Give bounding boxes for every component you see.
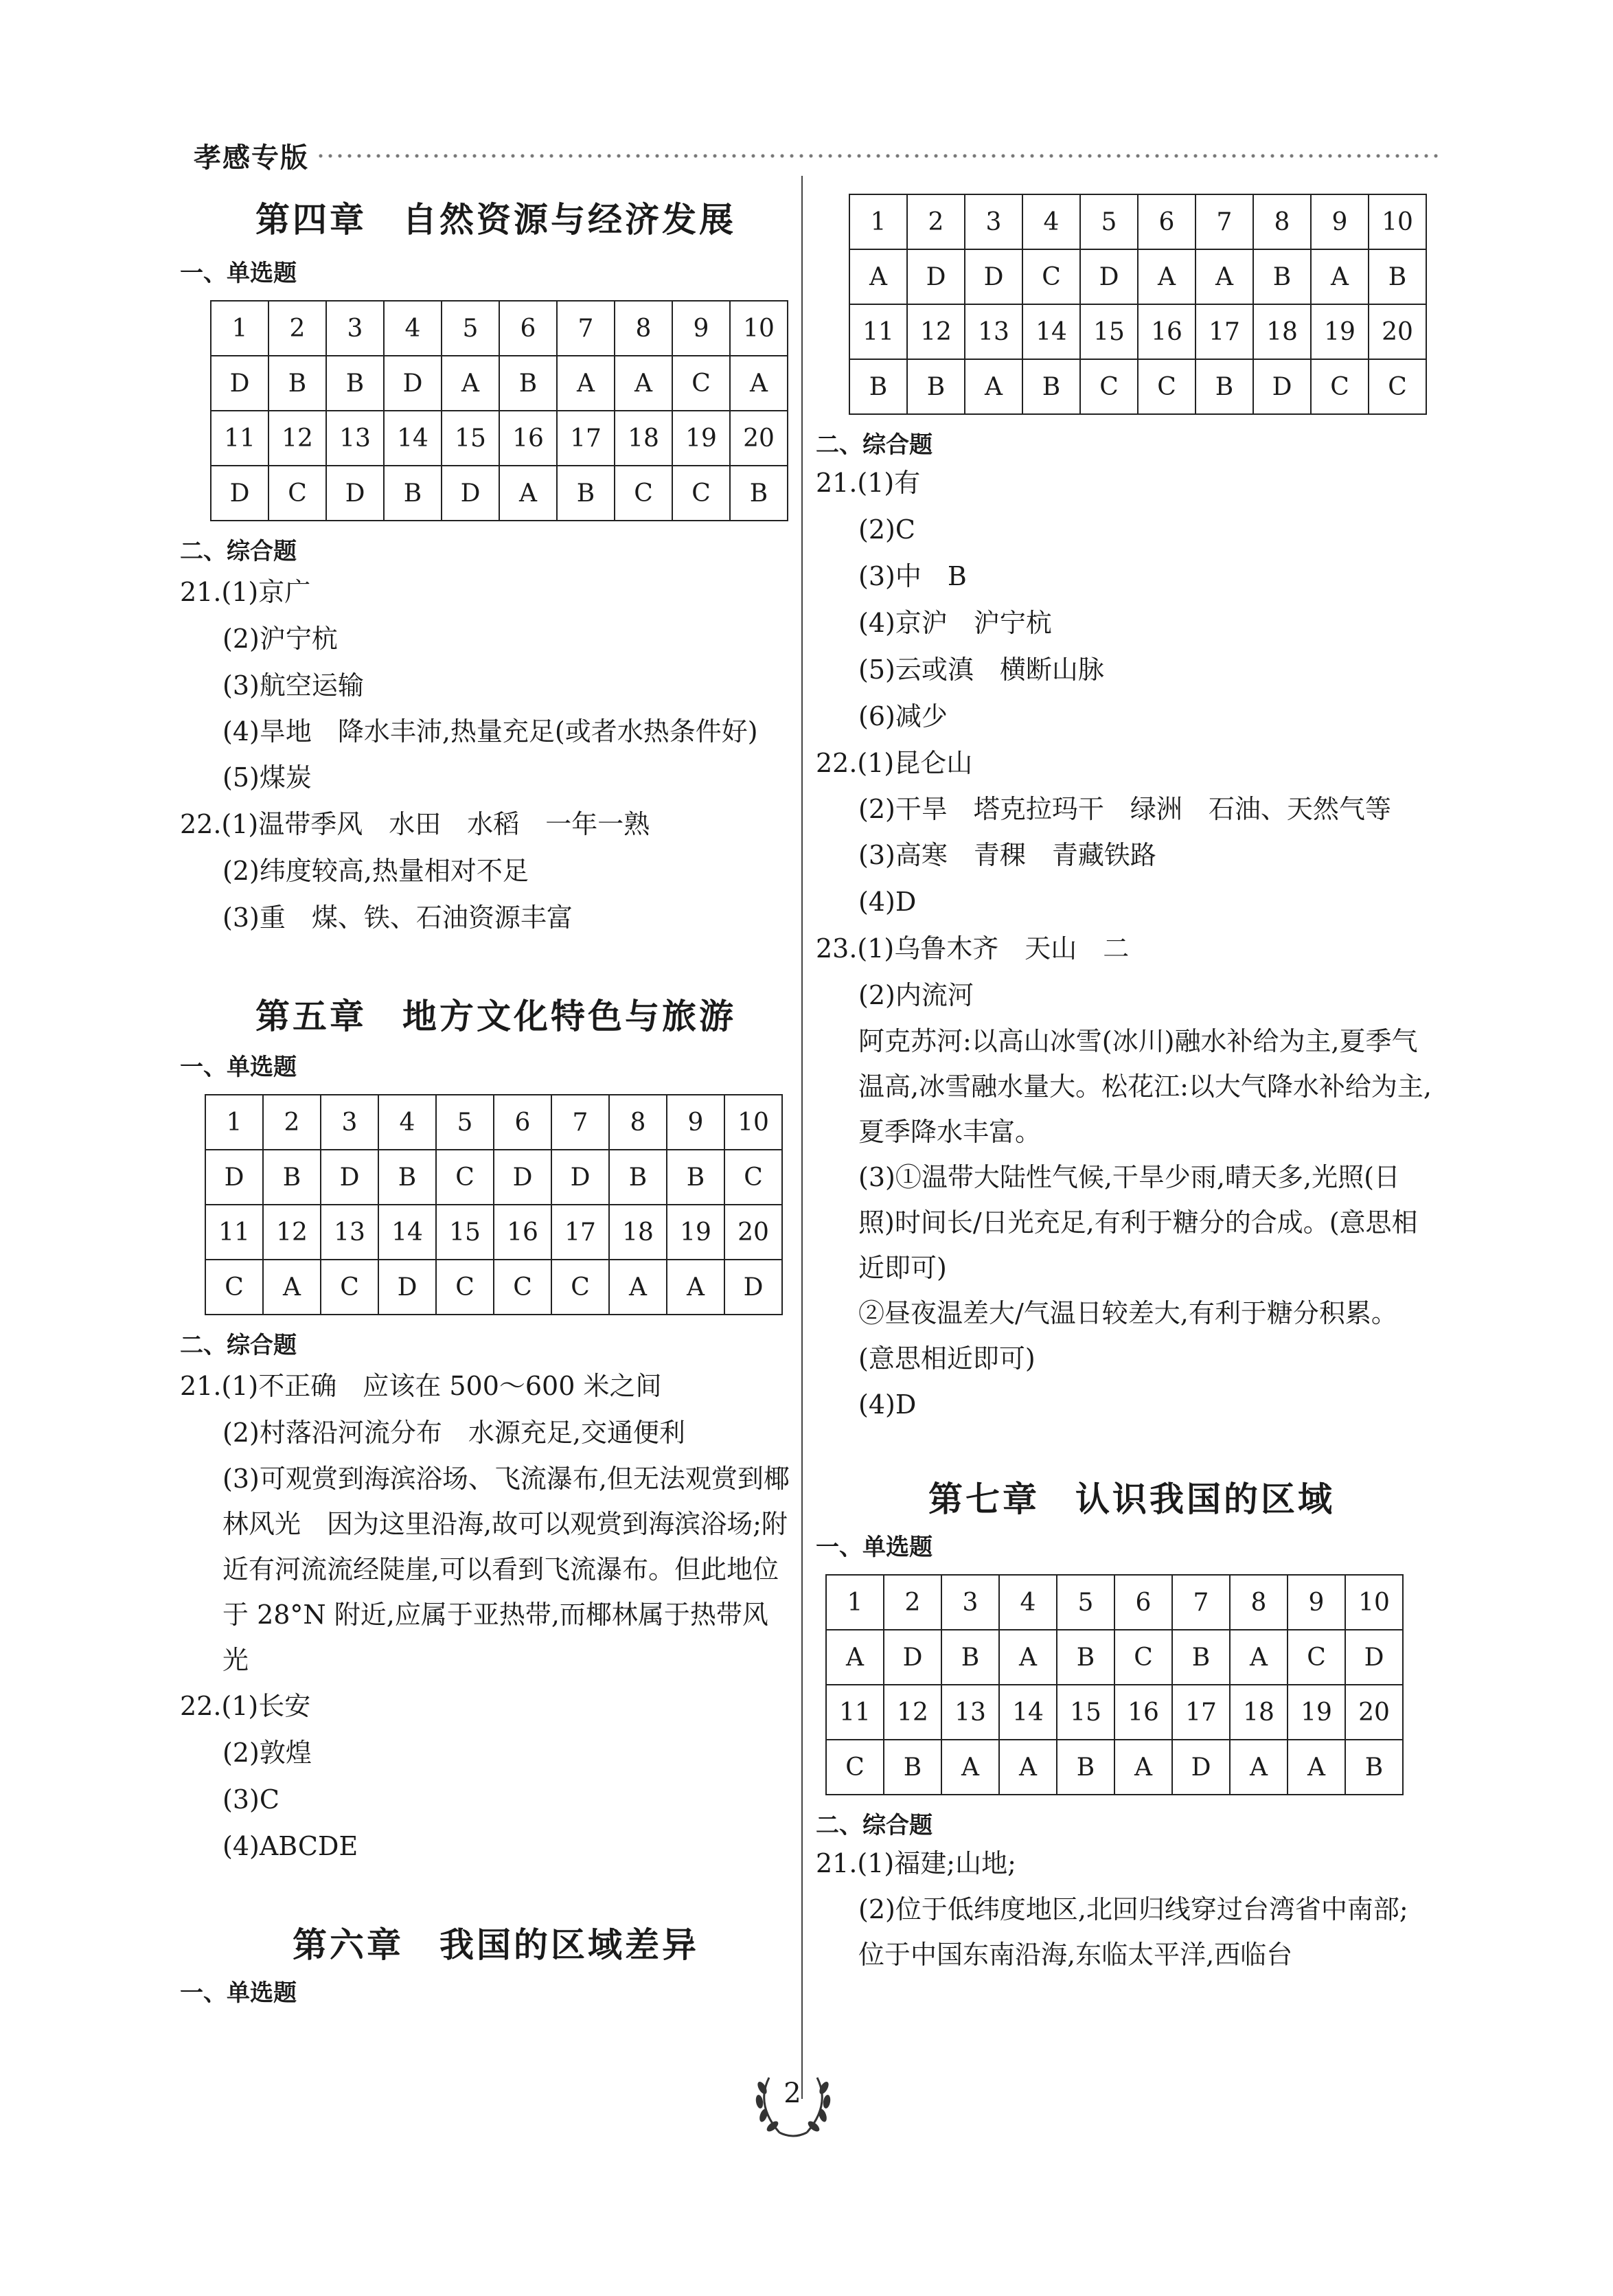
answer-line: 22.(1)长安 <box>180 1691 311 1721</box>
ch5-answer-table <box>205 1094 783 1315</box>
table-cell: A <box>442 356 499 411</box>
table-cell: C <box>615 466 672 521</box>
table-cell: B <box>884 1740 941 1795</box>
table-cell: C <box>436 1260 494 1315</box>
table-cell: 9 <box>1311 194 1369 249</box>
ch4-mcq-heading: 一、单选题 <box>180 260 297 287</box>
table-cell: 3 <box>941 1575 999 1630</box>
answer-line: 21.(1)不正确 应该在 500～600 米之间 <box>180 1371 662 1401</box>
table-cell: B <box>1196 359 1253 414</box>
table-cell: 14 <box>384 411 442 466</box>
table-cell: 20 <box>1345 1685 1403 1740</box>
chapter-6-number: 第六章 <box>293 1925 404 1965</box>
table-cell: 18 <box>1230 1685 1288 1740</box>
answer-line: (4)ABCDE <box>222 1831 358 1861</box>
table-cell: B <box>849 359 907 414</box>
table-cell: 2 <box>907 194 965 249</box>
table-cell: A <box>667 1260 724 1315</box>
answer-line: (2)C <box>858 514 915 545</box>
table-cell: 2 <box>268 301 326 356</box>
table-cell: D <box>1172 1740 1230 1795</box>
table-cell: A <box>999 1740 1057 1795</box>
answer-line: (3)中 B <box>858 561 967 591</box>
table-cell: D <box>205 1150 263 1205</box>
table-cell: B <box>378 1150 436 1205</box>
table-cell: D <box>378 1260 436 1315</box>
table-cell: B <box>499 356 557 411</box>
table-cell: 14 <box>1022 304 1080 359</box>
table-cell: 7 <box>1172 1575 1230 1630</box>
table-cell: B <box>1057 1740 1114 1795</box>
ch7-mcq-heading: 一、单选题 <box>816 1534 933 1561</box>
table-cell: 8 <box>615 301 672 356</box>
ch5-mcq-heading: 一、单选题 <box>180 1054 297 1081</box>
table-cell: 3 <box>326 301 384 356</box>
table-cell: A <box>1311 249 1369 304</box>
table-cell: 18 <box>615 411 672 466</box>
table-cell: 14 <box>378 1205 436 1260</box>
table-cell: D <box>884 1630 941 1685</box>
ch5-comprehensive-heading: 二、综合题 <box>180 1332 297 1359</box>
table-cell: A <box>499 466 557 521</box>
table-cell: 17 <box>1196 304 1253 359</box>
table-cell: 19 <box>672 411 730 466</box>
table-cell: A <box>1230 1630 1288 1685</box>
table-cell: C <box>205 1260 263 1315</box>
table-cell: 8 <box>1253 194 1311 249</box>
table-cell: 6 <box>1138 194 1196 249</box>
table-cell: 16 <box>1114 1685 1172 1740</box>
table-cell: 9 <box>667 1095 724 1150</box>
table-cell: 6 <box>499 301 557 356</box>
table-cell: 10 <box>730 301 788 356</box>
table-cell: C <box>724 1150 782 1205</box>
table-cell: B <box>1057 1630 1114 1685</box>
table-cell: 1 <box>205 1095 263 1150</box>
answer-line: (2)干旱 塔克拉玛干 绿洲 石油、天然气等 <box>858 794 1391 824</box>
table-cell: B <box>384 466 442 521</box>
table-cell: 1 <box>211 301 268 356</box>
table-cell: B <box>557 466 615 521</box>
chapter-7-name: 认识我国的区域 <box>1075 1479 1335 1519</box>
chapter-7-title <box>816 1472 1448 1521</box>
table-cell: A <box>999 1630 1057 1685</box>
table-cell: 13 <box>321 1205 378 1260</box>
answer-line: 22.(1)温带季风 水田 水稻 一年一熟 <box>180 809 650 839</box>
ch7-answer-table <box>825 1574 1404 1795</box>
answer-line: (3)高寒 青稞 青藏铁路 <box>858 840 1156 870</box>
table-cell: 12 <box>263 1205 321 1260</box>
table-cell: 15 <box>1080 304 1138 359</box>
table-cell: C <box>1311 359 1369 414</box>
answer-line: (2)沪宁杭 <box>222 624 338 654</box>
table-cell: B <box>907 359 965 414</box>
answer-line: (3)C <box>222 1784 279 1815</box>
table-cell: 14 <box>999 1685 1057 1740</box>
answer-line: ②昼夜温差大/气温日较差大,有利于糖分积累。(意思相近即可) <box>858 1298 1397 1374</box>
table-cell: 18 <box>609 1205 667 1260</box>
answer-line: 21.(1)福建;山地; <box>816 1848 1016 1878</box>
table-cell: 20 <box>724 1205 782 1260</box>
table-cell: 11 <box>849 304 907 359</box>
table-cell: B <box>1345 1740 1403 1795</box>
table-cell: 19 <box>1288 1685 1345 1740</box>
table-cell: C <box>1288 1630 1345 1685</box>
table-cell: 13 <box>326 411 384 466</box>
table-cell: D <box>1345 1630 1403 1685</box>
table-cell: 6 <box>1114 1575 1172 1630</box>
table-cell: 13 <box>965 304 1022 359</box>
table-cell: 7 <box>557 301 615 356</box>
table-cell: C <box>672 356 730 411</box>
page-number: 2 <box>783 2078 801 2109</box>
table-cell: 10 <box>1369 194 1426 249</box>
table-cell: D <box>1080 249 1138 304</box>
answer-line: (3)航空运输 <box>222 670 364 701</box>
header-dotted-rule <box>316 152 1442 159</box>
table-cell: 11 <box>205 1205 263 1260</box>
answer-line: (2)位于低纬度地区,北回归线穿过台湾省中南部;位于中国东南沿海,东临太平洋,西临台 <box>858 1894 1408 1970</box>
table-cell: 17 <box>1172 1685 1230 1740</box>
table-cell: 17 <box>557 411 615 466</box>
table-cell: A <box>826 1630 884 1685</box>
table-cell: 12 <box>884 1685 941 1740</box>
table-cell: 16 <box>499 411 557 466</box>
table-cell: C <box>1080 359 1138 414</box>
table-cell: 5 <box>1080 194 1138 249</box>
table-cell: 8 <box>1230 1575 1288 1630</box>
table-cell: A <box>1114 1740 1172 1795</box>
answer-line: (2)内流河 <box>858 980 974 1010</box>
answer-line: (3)①温带大陆性气候,干旱少雨,晴天多,光照(日照)时间长/日光充足,有利于糖分的合成。(意思相近即可) <box>858 1162 1418 1283</box>
table-cell: C <box>826 1740 884 1795</box>
answer-line: (2)纬度较高,热量相对不足 <box>222 856 529 886</box>
chapter-5-name: 地方文化特色与旅游 <box>402 997 736 1036</box>
table-cell: B <box>1369 249 1426 304</box>
table-cell: A <box>609 1260 667 1315</box>
table-cell: B <box>1172 1630 1230 1685</box>
answer-line: 阿克苏河:以高山冰雪(冰川)融水补给为主,夏季气温高,冰雪融水量大。松花江:以大气降水补给为主,夏季降水丰富。 <box>858 1026 1432 1147</box>
table-cell: C <box>1369 359 1426 414</box>
answer-line: (4)京沪 沪宁杭 <box>858 608 1052 638</box>
table-cell: 12 <box>268 411 326 466</box>
table-cell: 12 <box>907 304 965 359</box>
ch6-comprehensive-heading: 二、综合题 <box>816 431 933 459</box>
table-cell: 19 <box>1311 304 1369 359</box>
table-cell: D <box>211 356 268 411</box>
table-cell: 7 <box>551 1095 609 1150</box>
table-cell: D <box>724 1260 782 1315</box>
table-cell: 7 <box>1196 194 1253 249</box>
table-cell: A <box>1230 1740 1288 1795</box>
table-cell: A <box>965 359 1022 414</box>
table-cell: 1 <box>849 194 907 249</box>
answer-line: (2)敦煌 <box>222 1738 312 1768</box>
table-cell: D <box>442 466 499 521</box>
table-cell: B <box>941 1630 999 1685</box>
table-cell: C <box>551 1260 609 1315</box>
table-cell: A <box>849 249 907 304</box>
answer-line: 21.(1)有 <box>816 468 921 498</box>
table-cell: D <box>326 466 384 521</box>
chapter-6-title <box>180 1918 812 1967</box>
table-cell: A <box>1196 249 1253 304</box>
table-cell: D <box>965 249 1022 304</box>
chapter-4-name: 自然资源与经济发展 <box>402 200 736 240</box>
table-cell: C <box>436 1150 494 1205</box>
table-cell: A <box>263 1260 321 1315</box>
table-cell: 3 <box>965 194 1022 249</box>
answer-line: (2)村落沿河流分布 水源充足,交通便利 <box>222 1418 685 1448</box>
answer-line: (5)煤炭 <box>222 762 312 793</box>
table-cell: B <box>263 1150 321 1205</box>
table-cell: C <box>321 1260 378 1315</box>
table-cell: B <box>1022 359 1080 414</box>
table-cell: 5 <box>442 301 499 356</box>
table-cell: 5 <box>1057 1575 1114 1630</box>
answer-line: 23.(1)乌鲁木齐 天山 二 <box>816 933 1130 964</box>
table-cell: B <box>730 466 788 521</box>
table-cell: C <box>1138 359 1196 414</box>
table-cell: 15 <box>436 1205 494 1260</box>
table-cell: C <box>672 466 730 521</box>
table-cell: 20 <box>730 411 788 466</box>
table-cell: B <box>326 356 384 411</box>
table-cell: 16 <box>494 1205 551 1260</box>
table-cell: 5 <box>436 1095 494 1150</box>
table-cell: 18 <box>1253 304 1311 359</box>
answer-line: (4)D <box>858 887 917 917</box>
chapter-6-name: 我国的区域差异 <box>439 1925 699 1965</box>
answer-line: 22.(1)昆仑山 <box>816 748 973 778</box>
table-cell: 13 <box>941 1685 999 1740</box>
table-cell: 1 <box>826 1575 884 1630</box>
table-cell: A <box>941 1740 999 1795</box>
chapter-7-number: 第七章 <box>928 1479 1040 1519</box>
table-cell: 4 <box>999 1575 1057 1630</box>
table-cell: D <box>494 1150 551 1205</box>
table-cell: 9 <box>1288 1575 1345 1630</box>
table-cell: 15 <box>442 411 499 466</box>
table-cell: C <box>494 1260 551 1315</box>
answer-line: (5)云或滇 横断山脉 <box>858 655 1104 685</box>
table-cell: B <box>667 1150 724 1205</box>
answer-line: (3)可观赏到海滨浴场、飞流瀑布,但无法观赏到椰林风光 因为这里沿海,故可以观赏到海滨浴场;附近有河流流经陡崖,可以看到飞流瀑布。但此地位于 28°N 附近,应属于亚热带,而椰林属于热带风光 <box>222 1464 790 1675</box>
table-cell: 8 <box>609 1095 667 1150</box>
table-cell: 6 <box>494 1095 551 1150</box>
answer-line: (4)D <box>858 1389 917 1420</box>
table-cell: A <box>1288 1740 1345 1795</box>
table-cell: 2 <box>884 1575 941 1630</box>
table-cell: D <box>1253 359 1311 414</box>
table-cell: D <box>321 1150 378 1205</box>
table-cell: 15 <box>1057 1685 1114 1740</box>
edition-label: 孝感专版 <box>194 142 309 174</box>
table-cell: B <box>268 356 326 411</box>
table-cell: D <box>384 356 442 411</box>
ch7-comprehensive-heading: 二、综合题 <box>816 1812 933 1839</box>
table-cell: D <box>211 466 268 521</box>
table-cell: 4 <box>1022 194 1080 249</box>
left-column <box>180 172 812 2008</box>
table-cell: B <box>609 1150 667 1205</box>
table-cell: 4 <box>384 301 442 356</box>
table-cell: 16 <box>1138 304 1196 359</box>
ch6-mcq-heading: 一、单选题 <box>180 1979 297 2007</box>
table-cell: A <box>615 356 672 411</box>
table-cell: 10 <box>1345 1575 1403 1630</box>
table-cell: 19 <box>667 1205 724 1260</box>
ch6-answer-table <box>849 194 1427 415</box>
chapter-4-title <box>180 192 812 242</box>
ch4-answer-table <box>210 300 788 521</box>
table-cell: 3 <box>321 1095 378 1150</box>
answer-line: (4)旱地 降水丰沛,热量充足(或者水热条件好) <box>222 716 758 747</box>
answer-line: (6)减少 <box>858 701 948 731</box>
table-cell: 9 <box>672 301 730 356</box>
right-column <box>816 172 1448 1977</box>
table-cell: 11 <box>211 411 268 466</box>
table-cell: A <box>1138 249 1196 304</box>
table-cell: B <box>1253 249 1311 304</box>
table-cell: C <box>1114 1630 1172 1685</box>
table-cell: A <box>557 356 615 411</box>
table-cell: 10 <box>724 1095 782 1150</box>
table-cell: 17 <box>551 1205 609 1260</box>
table-cell: C <box>1022 249 1080 304</box>
table-cell: A <box>730 356 788 411</box>
chapter-5-title <box>180 989 812 1038</box>
table-cell: 11 <box>826 1685 884 1740</box>
answer-line: 21.(1)京广 <box>180 577 311 607</box>
chapter-5-number: 第五章 <box>255 997 367 1036</box>
table-cell: D <box>551 1150 609 1205</box>
answer-line: (3)重 煤、铁、石油资源丰富 <box>222 902 573 933</box>
chapter-4-number: 第四章 <box>255 200 367 240</box>
ch4-comprehensive-heading: 二、综合题 <box>180 538 297 565</box>
table-cell: 4 <box>378 1095 436 1150</box>
table-cell: D <box>907 249 965 304</box>
table-cell: C <box>268 466 326 521</box>
table-cell: 20 <box>1369 304 1426 359</box>
table-cell: 2 <box>263 1095 321 1150</box>
